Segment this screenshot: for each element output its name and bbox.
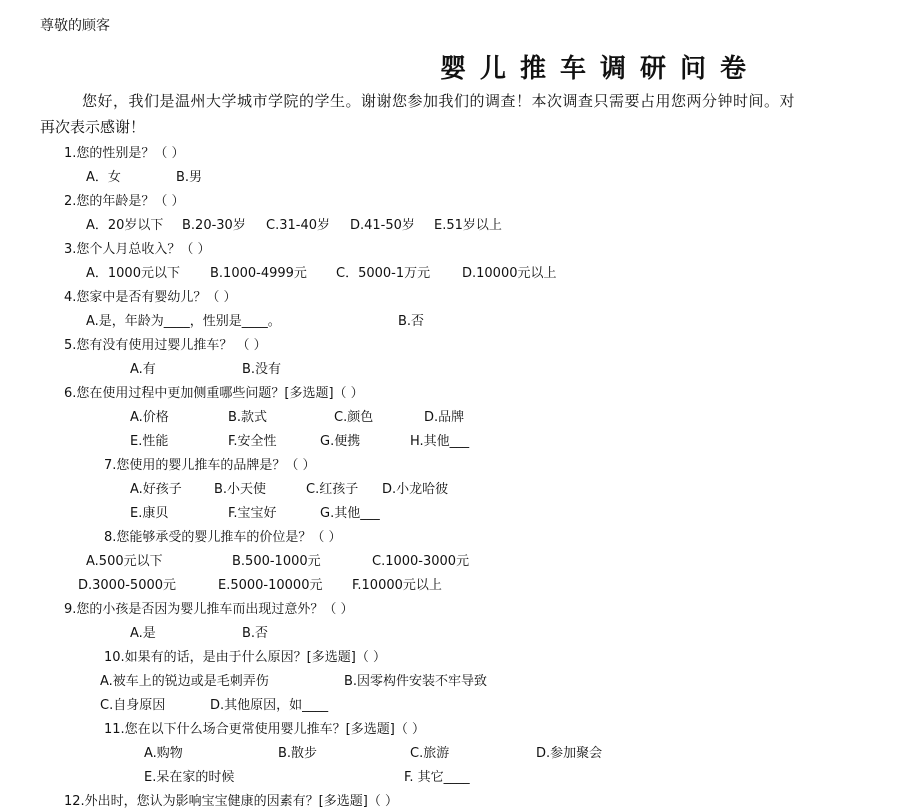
q3-option-a[interactable]: A．1000元以下: [86, 266, 180, 281]
q5-option-a[interactable]: A.有: [130, 362, 156, 377]
question-11: 11.您在以下什么场合更常使用婴儿推车？[多选题]（ ）: [104, 722, 425, 737]
page-title: 婴儿推车调研问卷: [440, 54, 761, 84]
q2-option-b[interactable]: B.20-30岁: [182, 218, 246, 233]
q10-option-a[interactable]: A.被车上的锐边或是毛刺弄伤: [100, 674, 269, 689]
q8-option-f[interactable]: F.10000元以上: [352, 578, 442, 593]
q6-option-e[interactable]: E.性能: [130, 434, 169, 449]
q8-option-b[interactable]: B.500-1000元: [232, 554, 321, 569]
q4-option-b[interactable]: B.否: [398, 314, 425, 329]
q7-option-b[interactable]: B.小天使: [214, 482, 267, 497]
q6-option-g[interactable]: G.便携: [320, 434, 361, 449]
q7-option-c[interactable]: C.红孩子: [306, 482, 359, 497]
q2-option-a[interactable]: A．20岁以下: [86, 218, 164, 233]
q1-option-a[interactable]: A．女: [86, 170, 121, 185]
q11-option-e[interactable]: E.呆在家的时候: [144, 770, 235, 785]
q10-option-b[interactable]: B.因零构件安装不牢导致: [344, 674, 488, 689]
q10-option-c[interactable]: C.自身原因: [100, 698, 166, 713]
intro-paragraph-line1: 您好，我们是温州大学城市学院的学生。谢谢您参加我们的调查！本次调查只需要占用您两分钟时间。对: [82, 92, 796, 110]
q7-option-a[interactable]: A.好孩子: [130, 482, 182, 497]
q10-option-d[interactable]: D.其他原因，如____: [210, 698, 329, 713]
q3-option-b[interactable]: B.1000-4999元: [210, 266, 307, 281]
question-4: 4.您家中是否有婴幼儿？（ ）: [64, 290, 237, 305]
question-6: 6.您在使用过程中更加侧重哪些问题？[多选题]（ ）: [64, 386, 364, 401]
question-1: 1.您的性别是？（ ）: [64, 146, 185, 161]
q6-option-b[interactable]: B.款式: [228, 410, 268, 425]
q11-option-a[interactable]: A.购物: [144, 746, 183, 761]
question-9: 9.您的小孩是否因为婴儿推车而出现过意外？（ ）: [64, 602, 354, 617]
q2-option-e[interactable]: E.51岁以上: [434, 218, 502, 233]
q7-option-d[interactable]: D.小龙哈彼: [382, 482, 449, 497]
question-10: 10.如果有的话，是由于什么原因？[多选题]（ ）: [104, 650, 386, 665]
q2-option-d[interactable]: D.41-50岁: [350, 218, 415, 233]
q2-option-c[interactable]: C.31-40岁: [266, 218, 330, 233]
question-8: 8.您能够承受的婴儿推车的价位是？（ ）: [104, 530, 342, 545]
question-2: 2.您的年龄是？（ ）: [64, 194, 185, 209]
q6-option-f[interactable]: F.安全性: [228, 434, 277, 449]
q7-option-e[interactable]: E.康贝: [130, 506, 169, 521]
q3-option-c[interactable]: C．5000-1万元: [336, 266, 431, 281]
q6-option-c[interactable]: C.颜色: [334, 410, 374, 425]
greeting: 尊敬的顾客: [40, 18, 110, 34]
q11-option-f[interactable]: F. 其它____: [404, 770, 470, 785]
q8-option-c[interactable]: C.1000-3000元: [372, 554, 470, 569]
intro-paragraph-line2: 再次表示感谢！: [40, 118, 146, 136]
q11-option-c[interactable]: C.旅游: [410, 746, 450, 761]
q9-option-a[interactable]: A.是: [130, 626, 156, 641]
q11-option-d[interactable]: D.参加聚会: [536, 746, 603, 761]
q3-option-d[interactable]: D.10000元以上: [462, 266, 557, 281]
q8-option-e[interactable]: E.5000-10000元: [218, 578, 323, 593]
q5-option-b[interactable]: B.没有: [242, 362, 282, 377]
question-7: 7.您使用的婴儿推车的品牌是？（ ）: [104, 458, 316, 473]
q8-option-a[interactable]: A.500元以下: [86, 554, 163, 569]
q4-option-a[interactable]: A.是，年龄为____，性别是____。: [86, 314, 281, 329]
question-3: 3.您个人月总收入？（ ）: [64, 242, 211, 257]
question-5: 5.您有没有使用过婴儿推车？ （ ）: [64, 338, 267, 353]
q6-option-h[interactable]: H.其他___: [410, 434, 470, 449]
q8-option-d[interactable]: D.3000-5000元: [78, 578, 177, 593]
q11-option-b[interactable]: B.散步: [278, 746, 318, 761]
q9-option-b[interactable]: B.否: [242, 626, 269, 641]
q6-option-a[interactable]: A.价格: [130, 410, 169, 425]
q7-option-g[interactable]: G.其他___: [320, 506, 380, 521]
q7-option-f[interactable]: F.宝宝好: [228, 506, 277, 521]
q6-option-d[interactable]: D.品牌: [424, 410, 465, 425]
q1-option-b[interactable]: B.男: [176, 170, 203, 185]
question-12: 12.外出时，您认为影响宝宝健康的因素有？[多选题]（ ）: [64, 794, 398, 809]
